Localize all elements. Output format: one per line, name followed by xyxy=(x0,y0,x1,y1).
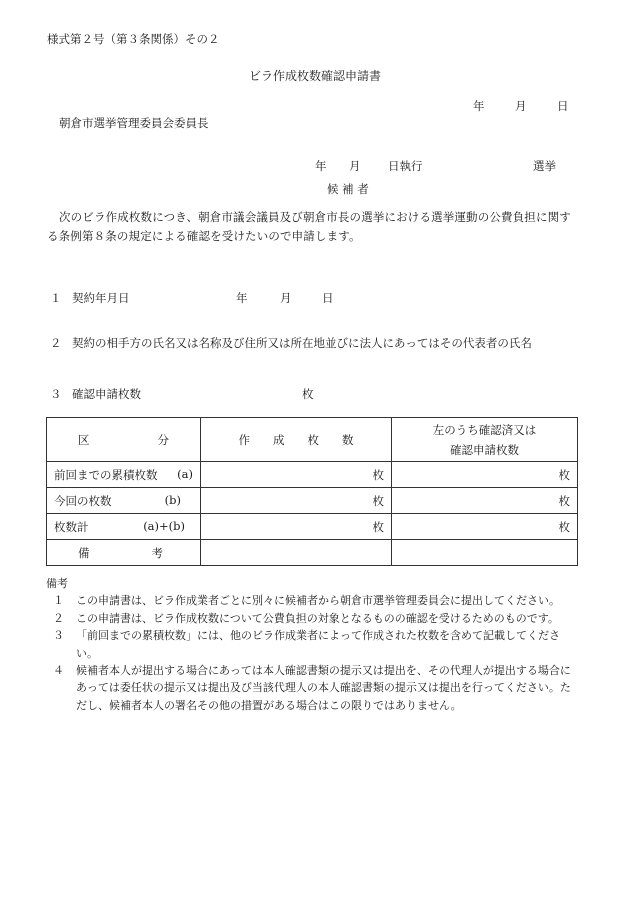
row-label: 今回の枚数 xyxy=(54,493,112,508)
header-category xyxy=(47,418,201,462)
remarks-cell[interactable] xyxy=(392,540,578,566)
header-confirmed-line1: 左のうち確認済又は xyxy=(432,422,537,437)
note-number: ２ xyxy=(53,611,64,625)
header-category-b: 分 xyxy=(157,432,169,447)
remarks-label-cell xyxy=(47,540,201,566)
request-count-unit: 枚 xyxy=(302,387,314,401)
remarks-cell[interactable] xyxy=(201,540,392,566)
notes-section xyxy=(46,575,586,714)
date-year: 年 xyxy=(473,99,485,113)
note-item xyxy=(46,610,586,627)
table-row xyxy=(47,488,578,514)
note-item xyxy=(46,627,586,662)
notes-heading: 備考 xyxy=(46,577,68,590)
header-confirmed-line2: 確認申請枚数 xyxy=(450,442,519,457)
election-month: 月 xyxy=(349,159,361,173)
count-table xyxy=(46,417,578,566)
addressee: 朝倉市選挙管理委員会委員長 xyxy=(59,116,209,130)
contract-day: 日 xyxy=(322,291,334,305)
contract-month: 月 xyxy=(280,291,292,305)
candidate-label: 候 補 者 xyxy=(327,182,369,196)
row-label: 前回までの累積枚数 xyxy=(54,467,158,482)
confirmed-count-cell[interactable]: 枚 xyxy=(392,488,578,514)
row-tag: (b) xyxy=(164,492,181,507)
item-3-number: ３ xyxy=(50,387,62,401)
note-text: この申請書は、ビラ作成業者ごとに別々に候補者から朝倉市選挙管理委員会に提出してください。 xyxy=(76,594,560,608)
item-2-label: 契約の相手方の氏名又は名称及び住所又は所在地並びに法人にあってはその代表者の氏名 xyxy=(72,336,532,350)
made-count-cell[interactable]: 枚 xyxy=(201,488,392,514)
header-made-count: 作 成 枚 数 xyxy=(201,418,392,462)
note-item xyxy=(46,662,586,714)
note-text: この申請書は、ビラ作成枚数について公費負担の対象となるものの確認を受けるためのものです。 xyxy=(76,611,559,625)
table-row xyxy=(47,514,578,540)
row-label: 枚数計 xyxy=(54,519,89,534)
row-label-cell xyxy=(47,514,201,540)
confirmed-count-cell[interactable]: 枚 xyxy=(392,462,578,488)
item-2-number: ２ xyxy=(50,336,62,350)
date-day: 日 xyxy=(557,99,569,113)
election-executed: 日執行 xyxy=(388,159,423,173)
note-text: 「前回までの累積枚数」には、他のビラ作成業者によって作成された枚数を含めて記載してください。 xyxy=(76,629,560,660)
request-body-text: 次のビラ作成枚数につき、朝倉市議会議員及び朝倉市長の選挙における選挙運動の公費負担に関する条例第８条の規定による確認を受けたいので申請します。 xyxy=(47,210,571,243)
item-3-label: 確認申請枚数 xyxy=(72,387,141,401)
table-row-remarks xyxy=(47,540,578,566)
remarks-label-b: 考 xyxy=(151,545,163,560)
remarks-label-a: 備 xyxy=(78,545,90,560)
row-tag: (a) xyxy=(177,466,193,481)
note-number: １ xyxy=(53,594,64,608)
election-year: 年 xyxy=(315,159,327,173)
note-item xyxy=(46,592,586,609)
note-number: ４ xyxy=(53,664,64,678)
note-text: 候補者本人が提出する場合にあっては本人確認書類の提示又は提出を、その代理人が提出する場合にあっては委任状の提示又は提出及び当該代理人の本人確認書類の提示又は提出を行ってください。ただし、候補者本人の署名その他の措置がある場合はこの限りではありません。 xyxy=(76,664,571,712)
document-title: ビラ作成枚数確認申請書 xyxy=(248,69,381,83)
table-header-row xyxy=(47,418,578,462)
note-number: ３ xyxy=(53,629,64,643)
contract-year: 年 xyxy=(236,291,248,305)
election-label: 選挙 xyxy=(533,159,556,173)
row-tag: (a)+(b) xyxy=(143,518,185,533)
table-row xyxy=(47,462,578,488)
made-count-cell[interactable]: 枚 xyxy=(201,514,392,540)
row-label-cell xyxy=(47,488,201,514)
row-label-cell xyxy=(47,462,201,488)
made-count-cell[interactable]: 枚 xyxy=(201,462,392,488)
form-number: 様式第２号（第３条関係）その２ xyxy=(47,32,220,46)
item-1-number: １ xyxy=(50,291,62,305)
header-category-a: 区 xyxy=(78,432,90,447)
item-1-label: 契約年月日 xyxy=(72,291,130,305)
header-confirmed-count xyxy=(392,418,578,462)
confirmed-count-cell[interactable]: 枚 xyxy=(392,514,578,540)
date-month: 月 xyxy=(515,99,527,113)
